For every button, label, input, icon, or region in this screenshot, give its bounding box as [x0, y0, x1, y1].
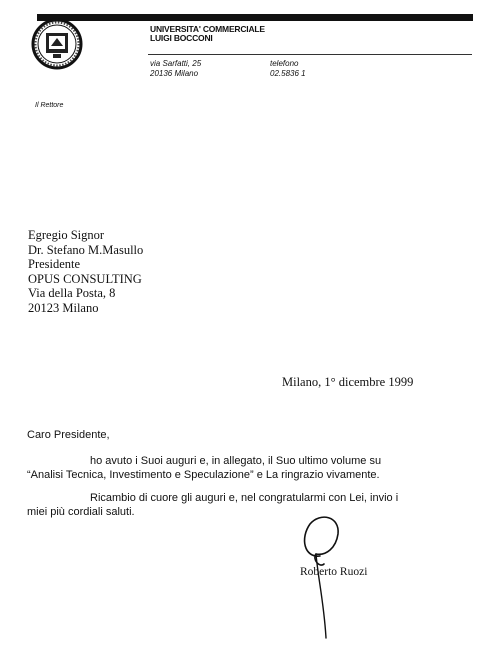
recipient-name: Dr. Stefano M.Masullo: [28, 242, 144, 257]
letterhead-address: [150, 59, 201, 79]
letter-date: Milano, 1° dicembre 1999: [282, 375, 414, 389]
recipient-company: OPUS CONSULTING: [28, 271, 142, 286]
recipient-city: 20123 Milano: [28, 300, 99, 315]
institution-line2: LUIGI BOCCONI: [150, 33, 213, 43]
letterhead-rule: [148, 54, 472, 55]
letterhead-phone: [270, 59, 306, 79]
phone-number: 02.5836 1: [270, 69, 306, 78]
signer-name: Roberto Ruozi: [300, 566, 368, 578]
address-city: 20136 Milano: [150, 69, 199, 78]
recipient-street: Via della Posta, 8: [28, 286, 116, 300]
institution-name: [150, 25, 265, 43]
letterhead-bar: [37, 14, 473, 21]
salutation: Caro Presidente,: [27, 429, 110, 441]
recipient-greeting: Egregio Signor: [28, 228, 105, 242]
sender-office: Il Rettore: [35, 102, 64, 109]
paragraph2-line2: miei più cordiali saluti.: [27, 506, 135, 518]
phone-label: telefono: [270, 59, 299, 68]
university-seal-icon: [30, 18, 84, 70]
recipient-title: Presidente: [28, 257, 81, 271]
address-street: via Sarfatti, 25: [150, 59, 202, 68]
institution-line1: UNIVERSITA' COMMERCIALE: [150, 24, 265, 34]
paragraph2-line1: Ricambio di cuore gli auguri e, nel congratularmi con Lei, invio i: [90, 492, 399, 504]
paragraph1-line2: “Analisi Tecnica, Investimento e Speculazione” e La ringrazio vivamente.: [27, 469, 380, 481]
paragraph1-line1: ho avuto i Suoi auguri e, in allegato, il Suo ultimo volume su: [90, 455, 382, 467]
recipient-block: [28, 228, 143, 315]
handwritten-signature-icon: [290, 508, 350, 648]
